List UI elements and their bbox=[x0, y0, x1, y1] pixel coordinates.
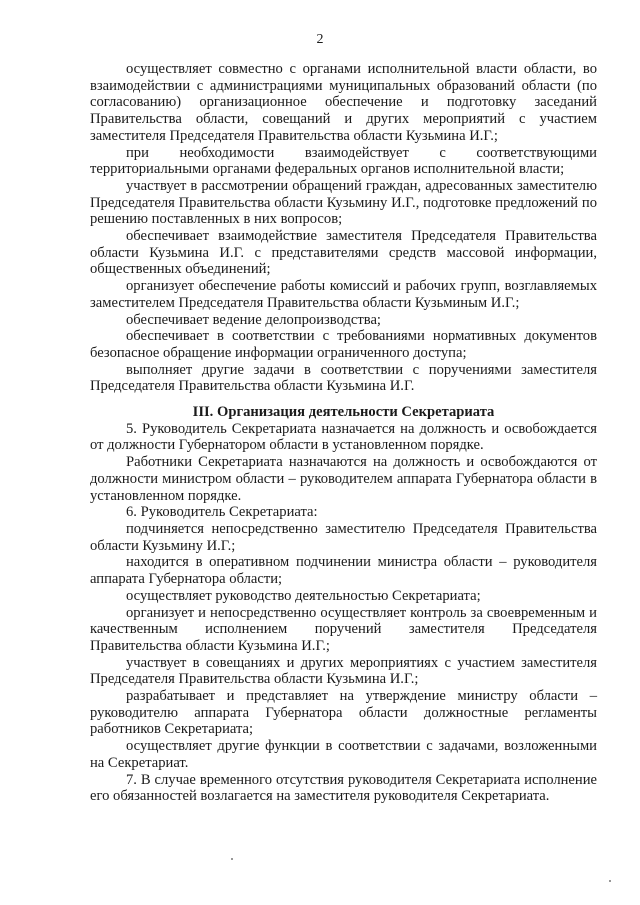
paragraph-staff-appointment: Работники Секретариата назначаются на должность и освобождаются от должности министром области – руководителем аппарата Губернатора области в установленном порядке. bbox=[90, 454, 597, 504]
paragraph-head-reports-to: подчиняется непосредственно заместителю Председателя Правительства области Кузьмину И.Г.; bbox=[90, 520, 597, 554]
paragraph-duty-citizen-appeals: участвует в рассмотрении обращений граждан, адресованных заместителю Председателя Правительства области Кузьмину И.Г., подготовке предложений по решению поставленных в них вопросов; bbox=[90, 177, 597, 228]
paragraph-duty-records: обеспечивает ведение делопроизводства; bbox=[126, 311, 381, 328]
section-heading: III. Организация деятельности Секретариата bbox=[192, 404, 495, 421]
paragraph-duty-media-interaction: обеспечивает взаимодействие заместителя Председателя Правительства области Кузьмина И.Г. с представителями средств массовой информации, общественных объединений; bbox=[90, 228, 597, 278]
paragraph-clause-6: 6. Руководитель Секретариата: bbox=[126, 504, 318, 521]
paragraph-duty-restricted-info: обеспечивает в соответствии с требованиями нормативных документов безопасное обращение информации ограниченного доступа; bbox=[90, 328, 597, 361]
paragraph-head-operational: находится в оперативном подчинении министра области – руководителя аппарата Губернатора области; bbox=[90, 554, 597, 588]
paragraph-duty-commissions: организует обеспечение работы комиссий и рабочих групп, возглавляемых заместителем Председателя Правительства области Кузьминым И.Г.; bbox=[90, 278, 597, 311]
paragraph-duty-interact-federal: при необходимости взаимодействует с соответствующими территориальными органами федеральных органов исполнительной власти; bbox=[90, 144, 597, 178]
paragraph-head-manages: осуществляет руководство деятельностью Секретариата; bbox=[126, 587, 481, 604]
paragraph-head-control: организует и непосредственно осуществляет контроль за своевременным и качественным исполнением поручений заместителя Председателя Правительства области Кузьмина И.Г.; bbox=[90, 604, 597, 654]
paragraph-clause-5: 5. Руководитель Секретариата назначается на должность и освобождается от должности Губернатором области в установленном порядке. bbox=[90, 420, 597, 454]
scan-speck bbox=[231, 858, 233, 860]
paragraph-head-regulations: разрабатывает и представляет на утверждение министру области – руководителю аппарата Губернатора области должностные регламенты работников Секретариата; bbox=[90, 688, 597, 738]
paragraph-duty-organize-meetings: осуществляет совместно с органами исполнительной власти области, во взаимодействии с администрациями муниципальных образований области (по согласованию) организационное обеспечение и подготовку заседаний Правительства области, совещаний и других мероприятий с участием заместителя Председателя Правительства области Кузьмина И.Г.; bbox=[90, 61, 597, 144]
paragraph-duty-other-tasks: выполняет другие задачи в соответствии с поручениями заместителя Председателя Правительства области Кузьмина И.Г. bbox=[90, 361, 597, 395]
paragraph-head-other-functions: осуществляет другие функции в соответствии с задачами, возложенными на Секретариат. bbox=[90, 738, 597, 771]
document-body bbox=[90, 61, 597, 805]
scan-speck bbox=[609, 880, 611, 882]
paragraph-head-meetings: участвует в совещаниях и других мероприятиях с участием заместителя Председателя Правительства области Кузьмина И.Г.; bbox=[90, 654, 597, 688]
paragraph-clause-7: 7. В случае временного отсутствия руководителя Секретариата исполнение его обязанностей возлагается на заместителя руководителя Секретариата. bbox=[90, 771, 597, 805]
page-number: 2 bbox=[316, 32, 324, 47]
